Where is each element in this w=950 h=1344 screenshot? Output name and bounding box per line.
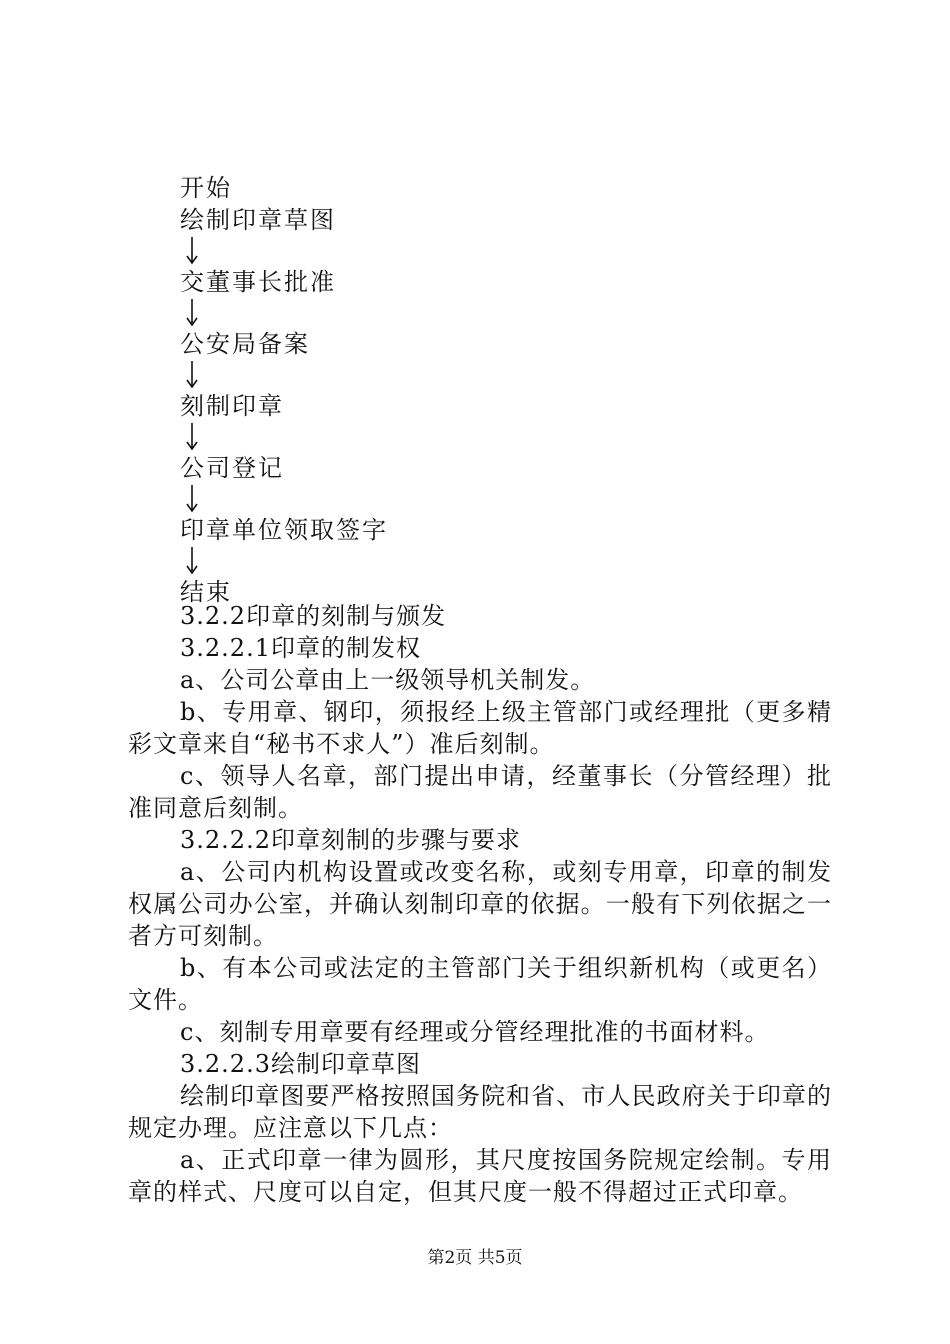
down-arrow-icon — [180, 236, 204, 266]
down-arrow-icon — [180, 546, 204, 576]
paragraph: b、有本公司或法定的主管部门关于组织新机构（或更名）文件。 — [128, 954, 832, 1014]
subsection-heading: 3.2.2.2印章刻制的步骤与要求 — [180, 826, 521, 854]
flow-step-police-filing: 公安局备案 — [180, 330, 310, 358]
paragraph: b、专用章、钢印，须报经上级主管部门或经理批（更多精彩文章来自“秘书不求人”）准后刻制。 — [128, 698, 832, 758]
flow-step-unit-signoff: 印章单位领取签字 — [180, 516, 388, 544]
subsection-heading: 3.2.2.3绘制印章草图 — [180, 1050, 421, 1078]
down-arrow-icon — [180, 484, 204, 514]
down-arrow-icon — [180, 360, 204, 390]
page-number-footer: 第2页 共5页 — [427, 1248, 523, 1268]
flow-step-start: 开始 — [180, 174, 232, 202]
section-heading: 3.2.2印章的刻制与颁发 — [180, 602, 447, 630]
down-arrow-icon — [180, 422, 204, 452]
paragraph: 绘制印章图要严格按照国务院和省、市人民政府关于印章的规定办理。应注意以下几点： — [128, 1082, 832, 1142]
paragraph: c、刻制专用章要有经理或分管经理批准的书面材料。 — [180, 1018, 770, 1046]
flow-step-chairman-approval: 交董事长批准 — [180, 268, 336, 296]
paragraph: a、公司内机构设置或改变名称，或刻专用章，印章的制发权属公司办公室，并确认刻制印章的依据。一般有下列依据之一者方可刻制。 — [128, 858, 832, 950]
flowchart — [180, 172, 840, 608]
paragraph: c、领导人名章，部门提出申请，经董事长（分管经理）批准同意后刻制。 — [128, 762, 832, 822]
flow-step-engrave-seal: 刻制印章 — [180, 392, 284, 420]
flow-step-end: 结束 — [180, 578, 232, 606]
subsection-heading: 3.2.2.1印章的制发权 — [180, 634, 421, 662]
document-body — [128, 600, 832, 1208]
flow-step-company-register: 公司登记 — [180, 454, 284, 482]
flow-step-draw-sketch: 绘制印章草图 — [180, 206, 336, 234]
down-arrow-icon — [180, 298, 204, 328]
paragraph: a、正式印章一律为圆形，其尺度按国务院规定绘制。专用章的样式、尺度可以自定，但其尺度一般不得超过正式印章。 — [128, 1146, 832, 1206]
paragraph: a、公司公章由上一级领导机关制发。 — [180, 666, 596, 694]
